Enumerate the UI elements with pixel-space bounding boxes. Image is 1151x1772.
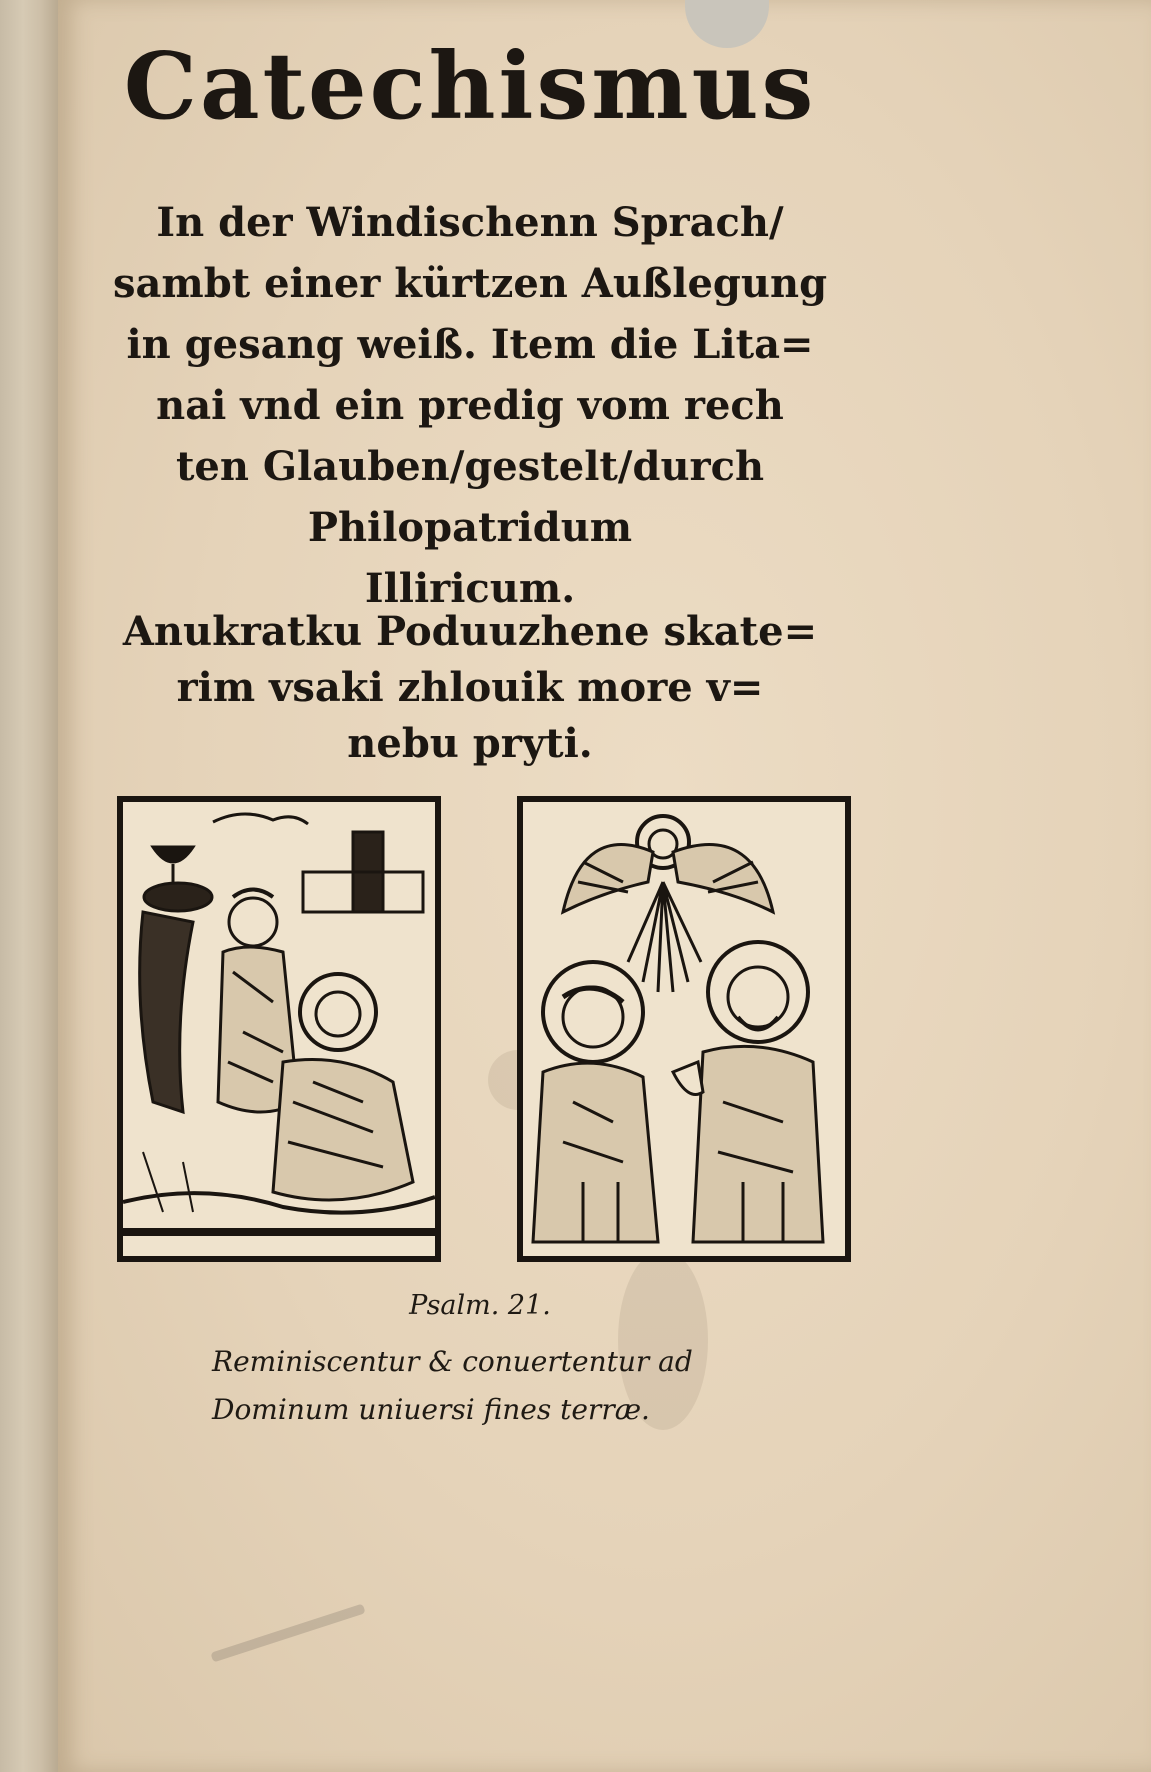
subtitle-line: In der Windischenn Sprach/ bbox=[156, 199, 784, 246]
woodcut-right bbox=[517, 796, 851, 1262]
chalice-and-kneeling-saint-icon bbox=[123, 802, 435, 1256]
german-subtitle bbox=[100, 192, 840, 619]
slovene-line: rim vsaki zhlouik more v= bbox=[176, 664, 764, 711]
subtitle-line: nai vnd ein predig vom rech bbox=[156, 382, 784, 429]
motto-line: Reminiscentur & conuertentur ad bbox=[212, 1345, 693, 1378]
slovene-line: nebu pryti. bbox=[347, 720, 593, 767]
book-spine bbox=[0, 0, 58, 1772]
subtitle-line: ten Glauben/gestelt/durch bbox=[175, 443, 765, 490]
motto-line: Dominum uniuersi fines terræ. bbox=[212, 1393, 650, 1426]
slovene-subtitle bbox=[100, 604, 840, 772]
dove-and-two-praying-saints-icon bbox=[523, 802, 845, 1256]
paper-scratch bbox=[210, 1604, 365, 1663]
woodcut-left bbox=[117, 796, 441, 1262]
slovene-line: Anukratku Poduuzhene skate= bbox=[122, 608, 818, 655]
subtitle-line: sambt einer kürtzen Außlegung bbox=[112, 260, 828, 307]
book-title: Catechismus bbox=[123, 32, 817, 140]
subtitle-line: in gesang weiß. Item die Lita= bbox=[126, 321, 814, 368]
author-line: Illiricum. bbox=[364, 565, 576, 612]
latin-motto bbox=[212, 1338, 772, 1434]
psalm-reference: Psalm. 21. bbox=[409, 1290, 551, 1321]
author-line: Philopatridum bbox=[307, 504, 633, 551]
